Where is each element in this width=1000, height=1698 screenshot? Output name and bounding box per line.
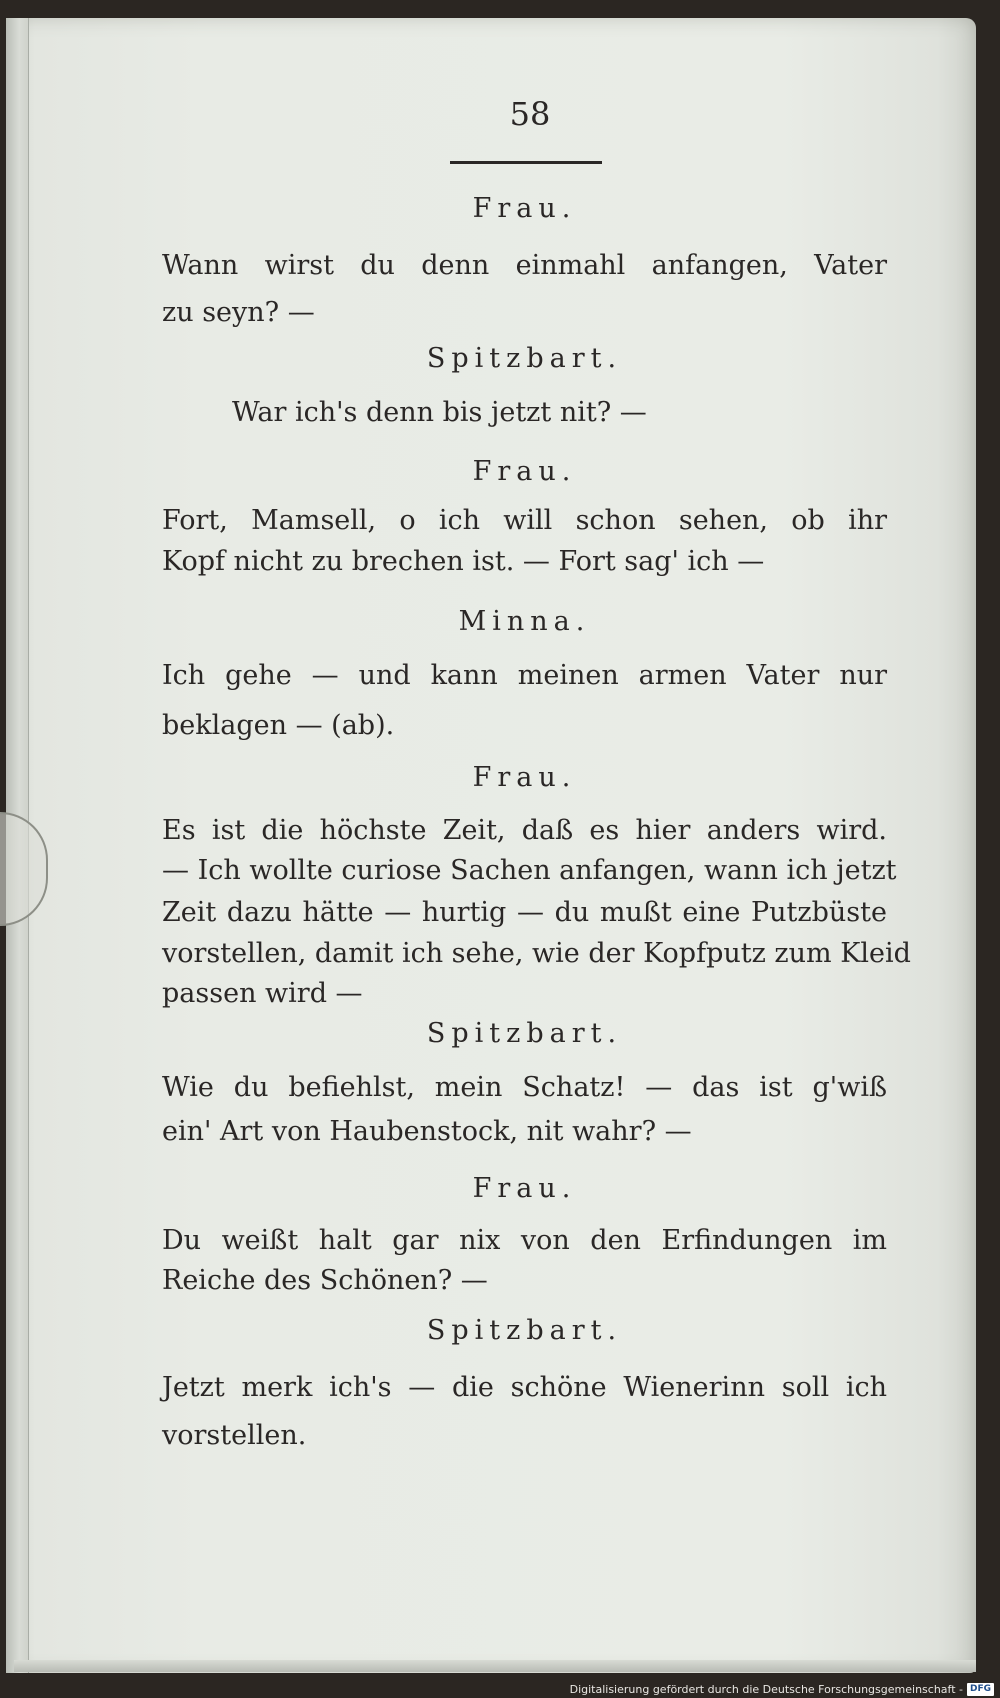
speaker-label: Spitzbart. (426, 1018, 623, 1049)
text-line: Zeit dazu hätte — hurtig — du mußt eine Putzbüste (162, 897, 887, 928)
text-line: Fort, Mamsell, o ich will schon sehen, ob ihr (162, 505, 887, 536)
text-line: vorstellen. (162, 1420, 307, 1451)
text-line: passen wird — (162, 978, 363, 1009)
page-number: 58 (509, 95, 551, 133)
speaker-label: Spitzbart. (426, 343, 623, 374)
speaker-label: Frau. (472, 193, 577, 224)
speaker-label: Frau. (472, 1173, 577, 1204)
text-line: Reiche des Schönen? — (162, 1265, 488, 1296)
text-line: vorstellen, damit ich sehe, wie der Kopfputz zum Kleid (162, 938, 911, 969)
text-line: zu seyn? — (162, 297, 315, 328)
text-line: Du weißt halt gar nix von den Erfindungen im (162, 1225, 887, 1256)
speaker-label: Minna. (458, 606, 591, 637)
text-line: War ich's denn bis jetzt nit? — (232, 397, 647, 428)
text-line: Wann wirst du denn einmahl anfangen, Vater (162, 250, 887, 281)
header-rule (450, 161, 602, 164)
text-line: Ich gehe — und kann meinen armen Vater nur (162, 660, 887, 691)
text-line: Es ist die höchste Zeit, daß es hier anders wird. (162, 815, 887, 846)
speaker-label: Spitzbart. (426, 1315, 623, 1346)
dfg-logo: DFG (967, 1683, 994, 1696)
speaker-label: Frau. (472, 456, 577, 487)
text-line: Kopf nicht zu brechen ist. — Fort sag' ich — (162, 546, 765, 577)
digitization-footer (570, 1680, 994, 1698)
speaker-label: Frau. (472, 762, 577, 793)
text-line: beklagen — (ab). (162, 710, 395, 741)
page-bottom-edge (14, 1660, 976, 1672)
text-line: Wie du befiehlst, mein Schatz! — das ist g'wiß (162, 1072, 887, 1103)
text-line: Jetzt merk ich's — die schöne Wienerinn soll ich (162, 1372, 887, 1403)
funding-credit: Digitalisierung gefördert durch die Deutsche Forschungsgemeinschaft - (569, 1682, 963, 1696)
text-line: — Ich wollte curiose Sachen anfangen, wann ich jetzt (162, 855, 897, 886)
text-line: ein' Art von Haubenstock, nit wahr? — (162, 1116, 692, 1147)
